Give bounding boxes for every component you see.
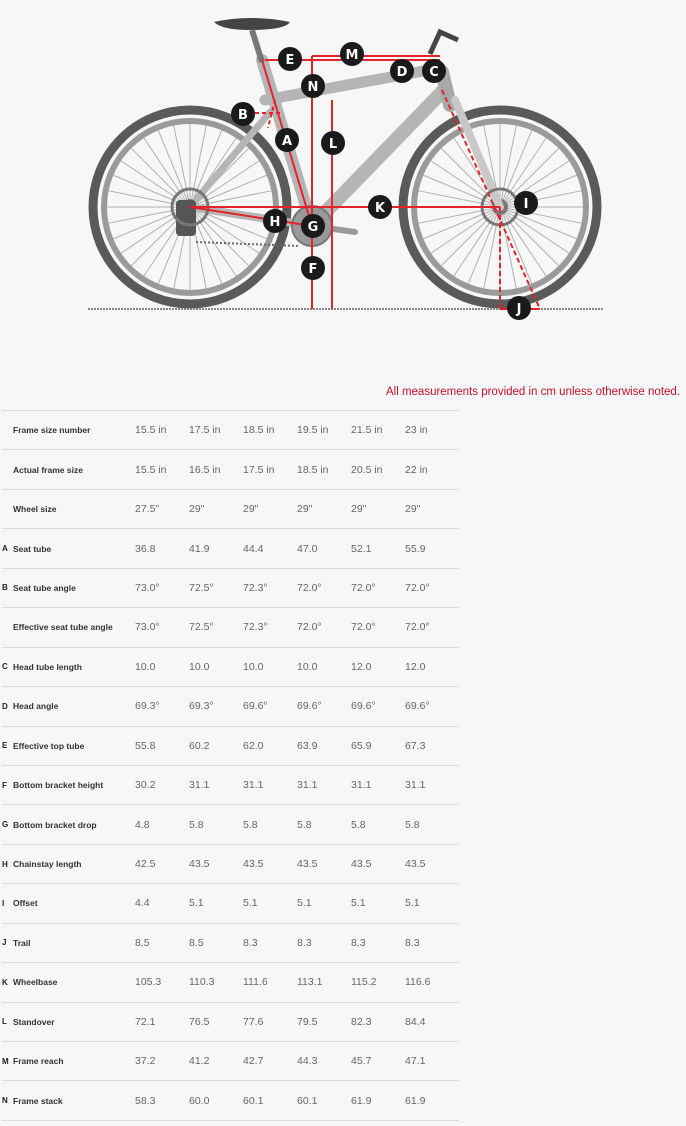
row-letter: K <box>2 977 8 987</box>
row-value: 18.5 in <box>297 463 329 476</box>
row-label: Seat tube <box>13 543 52 554</box>
row-value: 60.1 <box>243 1094 264 1107</box>
table-row <box>2 1081 459 1120</box>
row-value: 10.0 <box>135 660 156 673</box>
svg-text:L: L <box>328 137 338 152</box>
row-letter <box>2 608 13 647</box>
svg-text:C: C <box>429 65 439 80</box>
row-value: 43.5 <box>405 858 426 871</box>
row-value: 5.8 <box>243 818 258 831</box>
row-value: 43.5 <box>351 858 372 871</box>
row-value: 72.0° <box>405 621 430 634</box>
table-row <box>2 489 459 528</box>
row-value: 41.9 <box>189 542 210 555</box>
row-value: 10.0 <box>297 660 318 673</box>
row-letter: G <box>2 820 9 830</box>
row-value: 61.9 <box>405 1094 426 1107</box>
row-value: 29" <box>297 503 313 516</box>
row-label: Wheelbase <box>13 977 58 988</box>
row-value: 22 in <box>405 463 428 476</box>
row-value: 60.1 <box>297 1094 318 1107</box>
measurement-note: All measurements provided in cm unless otherwise noted. <box>385 386 680 398</box>
row-value: 47.1 <box>405 1055 426 1068</box>
row-value: 72.5° <box>189 581 214 594</box>
row-value: 10.0 <box>243 660 264 673</box>
row-value: 69.3° <box>135 700 160 713</box>
row-value: 5.1 <box>243 897 258 910</box>
row-letter: N <box>2 1096 8 1106</box>
row-value: 58.3 <box>135 1094 156 1107</box>
row-letter: I <box>2 898 5 908</box>
table-row <box>2 1002 459 1041</box>
row-value: 69.3° <box>189 700 214 713</box>
row-value: 42.5 <box>135 858 156 871</box>
row-value: 69.6° <box>243 700 268 713</box>
svg-text:G: G <box>307 220 319 235</box>
row-value: 23 in <box>405 424 428 437</box>
table-row <box>2 884 459 923</box>
marker-L <box>321 131 345 155</box>
row-value: 105.3 <box>135 976 162 989</box>
row-value: 44.3 <box>297 1055 318 1068</box>
handlebar <box>430 32 458 54</box>
row-value: 29" <box>405 503 421 516</box>
row-value: 60.0 <box>189 1094 210 1107</box>
row-value: 72.0° <box>297 621 322 634</box>
row-value: 111.6 <box>243 976 268 989</box>
table-row <box>2 647 459 686</box>
row-value: 60.2 <box>189 739 210 752</box>
row-value: 15.5 in <box>135 424 167 437</box>
row-label: Frame stack <box>13 1095 63 1106</box>
row-label: Frame reach <box>13 1056 64 1067</box>
marker-B <box>231 102 255 126</box>
svg-text:E: E <box>285 53 295 68</box>
row-value: 73.0° <box>135 581 160 594</box>
marker-A <box>275 128 299 152</box>
row-value: 116.6 <box>405 976 431 989</box>
row-value: 72.1 <box>135 1015 156 1028</box>
row-value: 72.5° <box>189 621 214 634</box>
svg-text:M: M <box>345 48 359 63</box>
row-label: Bottom bracket height <box>13 780 104 791</box>
row-value: 16.5 in <box>189 463 221 476</box>
marker-E <box>278 47 302 71</box>
marker-H <box>263 209 287 233</box>
svg-text:B: B <box>238 108 248 123</box>
row-letter: M <box>2 1056 9 1066</box>
row-value: 8.3 <box>351 936 366 949</box>
row-letter: D <box>2 701 8 711</box>
marker-G <box>301 214 325 238</box>
svg-text:I: I <box>523 197 529 212</box>
marker-F <box>301 256 325 280</box>
row-value: 31.1 <box>405 779 426 792</box>
row-value: 29" <box>243 503 259 516</box>
row-value: 31.1 <box>351 779 372 792</box>
table-row <box>2 450 459 489</box>
row-value: 37.2 <box>135 1055 156 1068</box>
row-value: 4.4 <box>135 897 150 910</box>
row-value: 77.6 <box>243 1015 264 1028</box>
row-value: 45.7 <box>351 1055 372 1068</box>
row-value: 72.3° <box>243 581 268 594</box>
svg-text:D: D <box>396 65 408 80</box>
row-value: 43.5 <box>189 858 210 871</box>
row-label: Actual frame size <box>13 464 83 475</box>
row-label: Trail <box>13 937 31 948</box>
marker-M <box>340 42 364 66</box>
row-value: 19.5 in <box>297 424 329 437</box>
row-value: 5.8 <box>351 818 366 831</box>
row-value: 31.1 <box>297 779 318 792</box>
row-value: 17.5 in <box>243 463 275 476</box>
row-value: 79.5 <box>297 1015 318 1028</box>
row-value: 8.3 <box>243 936 258 949</box>
svg-text:K: K <box>374 201 386 216</box>
row-label: Chainstay length <box>13 859 82 870</box>
row-value: 67.3 <box>405 739 426 752</box>
row-value: 18.5 in <box>243 424 275 437</box>
row-value: 31.1 <box>189 779 210 792</box>
table-row <box>2 568 459 607</box>
row-label: Effective top tube <box>13 740 85 751</box>
row-letter: B <box>2 583 8 593</box>
row-value: 110.3 <box>189 976 215 989</box>
row-value: 52.1 <box>351 542 372 555</box>
row-value: 12.0 <box>405 660 426 673</box>
svg-text:F: F <box>308 262 318 277</box>
row-value: 5.8 <box>297 818 312 831</box>
marker-K <box>368 195 392 219</box>
row-value: 17.5 in <box>189 424 221 437</box>
row-value: 36.8 <box>135 542 156 555</box>
row-letter <box>2 411 13 450</box>
row-label: Head angle <box>13 701 59 712</box>
row-value: 61.9 <box>351 1094 372 1107</box>
table-row <box>2 963 459 1002</box>
row-label: Head tube length <box>13 661 82 672</box>
row-value: 20.5 in <box>351 463 383 476</box>
row-value: 65.9 <box>351 739 372 752</box>
table-row <box>2 608 459 647</box>
row-value: 30.2 <box>135 779 156 792</box>
svg-text:J: J <box>516 302 522 317</box>
row-value: 5.8 <box>189 818 204 831</box>
row-value: 69.6° <box>297 700 322 713</box>
row-value: 72.0° <box>351 581 376 594</box>
row-value: 8.5 <box>189 936 204 949</box>
row-value: 63.9 <box>297 739 318 752</box>
row-value: 82.3 <box>351 1015 372 1028</box>
table-row <box>2 765 459 804</box>
table-row <box>2 726 459 765</box>
row-value: 10.0 <box>189 660 210 673</box>
row-value: 8.5 <box>135 936 150 949</box>
marker-J <box>507 296 531 320</box>
row-value: 55.8 <box>135 739 156 752</box>
row-label: Bottom bracket drop <box>13 819 97 830</box>
marker-I <box>514 191 538 215</box>
table-row <box>2 805 459 844</box>
table-row <box>2 844 459 883</box>
row-value: 8.3 <box>297 936 312 949</box>
row-value: 72.0° <box>405 581 430 594</box>
marker-C <box>422 59 446 83</box>
row-value: 72.3° <box>243 621 268 634</box>
table-row <box>2 687 459 726</box>
geometry-table <box>2 410 459 1121</box>
row-value: 55.9 <box>405 542 426 555</box>
row-value: 8.3 <box>405 936 420 949</box>
row-value: 115.2 <box>351 976 377 989</box>
row-value: 44.4 <box>243 542 264 555</box>
row-value: 73.0° <box>135 621 160 634</box>
row-letter: E <box>2 741 8 751</box>
table-row <box>2 1042 459 1081</box>
row-letter: C <box>2 662 8 672</box>
row-value: 29" <box>351 503 367 516</box>
row-value: 5.1 <box>189 897 204 910</box>
row-label: Effective seat tube angle <box>13 622 113 633</box>
row-letter: L <box>2 1017 7 1027</box>
row-value: 15.5 in <box>135 463 167 476</box>
row-letter: H <box>2 859 8 869</box>
row-value: 12.0 <box>351 660 372 673</box>
table-row <box>2 923 459 962</box>
row-letter: A <box>2 544 8 554</box>
row-label: Offset <box>13 898 38 909</box>
row-value: 21.5 in <box>351 424 383 437</box>
row-value: 84.4 <box>405 1015 426 1028</box>
row-value: 43.5 <box>297 858 318 871</box>
row-value: 31.1 <box>243 779 264 792</box>
row-value: 76.5 <box>189 1015 210 1028</box>
row-value: 4.8 <box>135 818 150 831</box>
row-value: 72.0° <box>351 621 376 634</box>
svg-text:H: H <box>269 215 281 230</box>
row-value: 5.1 <box>405 897 420 910</box>
row-value: 5.1 <box>351 897 366 910</box>
row-value: 42.7 <box>243 1055 264 1068</box>
row-value: 113.1 <box>297 976 323 989</box>
marker-N <box>301 74 325 98</box>
svg-text:N: N <box>307 80 319 95</box>
row-value: 5.1 <box>297 897 312 910</box>
table-row <box>2 529 459 568</box>
row-letter: J <box>2 938 7 948</box>
row-value: 43.5 <box>243 858 264 871</box>
row-value: 47.0 <box>297 542 318 555</box>
row-label: Frame size number <box>13 425 91 436</box>
row-value: 5.8 <box>405 818 420 831</box>
row-letter: F <box>2 780 7 790</box>
svg-text:A: A <box>281 134 293 149</box>
marker-D <box>390 59 414 83</box>
row-label: Seat tube angle <box>13 582 76 593</box>
row-label: Wheel size <box>13 504 57 515</box>
row-value: 41.2 <box>189 1055 210 1068</box>
row-letter <box>2 489 13 528</box>
row-value: 29" <box>189 503 205 516</box>
row-value: 72.0° <box>297 581 322 594</box>
row-value: 69.6° <box>405 700 430 713</box>
row-value: 69.6° <box>351 700 376 713</box>
row-value: 62.0 <box>243 739 264 752</box>
row-letter <box>2 450 13 489</box>
saddle <box>214 18 290 30</box>
row-value: 27.5" <box>135 503 160 516</box>
row-label: Standover <box>13 1016 55 1027</box>
bike-geometry-diagram <box>0 0 686 330</box>
table-row <box>2 411 459 450</box>
